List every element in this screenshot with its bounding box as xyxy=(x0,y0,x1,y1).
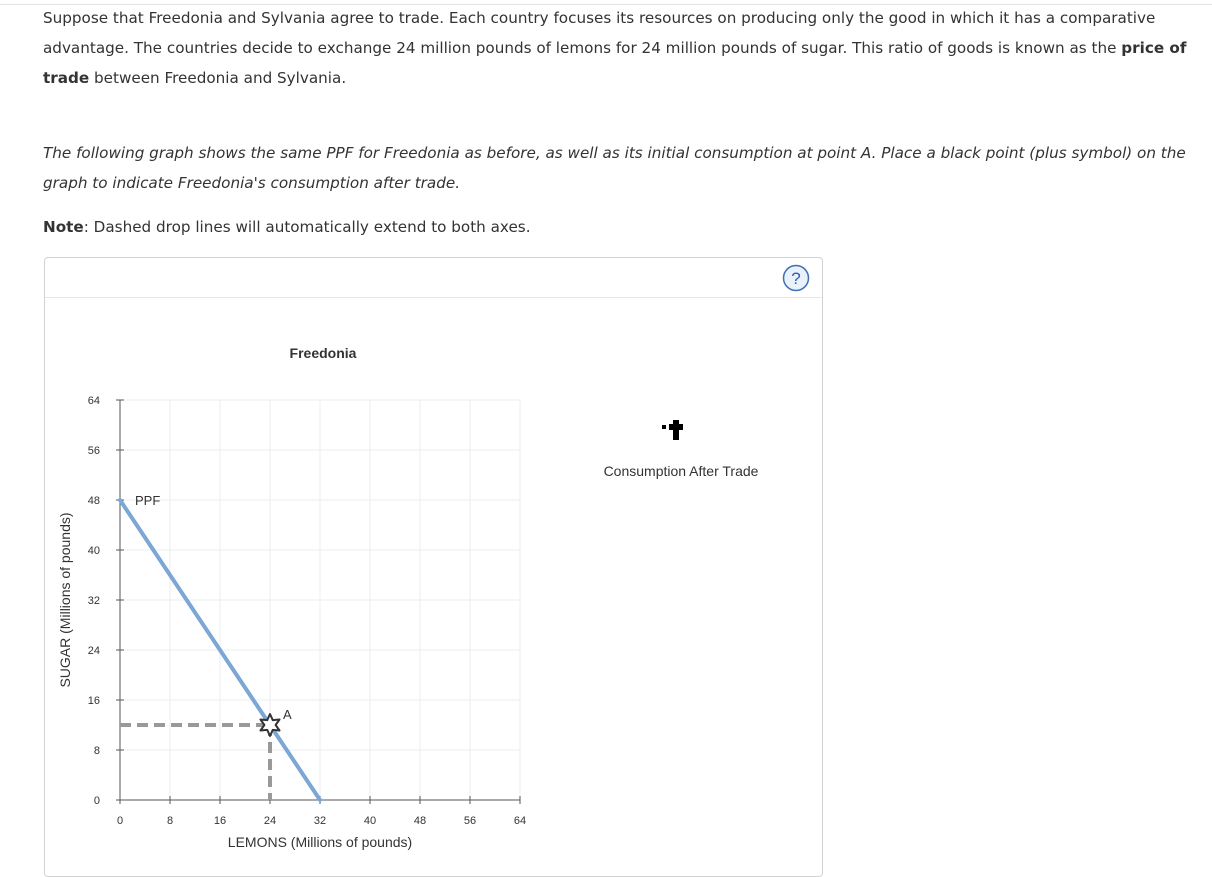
y-tick-label: 0 xyxy=(93,795,100,807)
consumption-after-trade-label: Consumption After Trade xyxy=(603,463,759,479)
freedonia-chart[interactable] xyxy=(45,258,585,858)
x-axis-label: LEMONS (Millions of pounds) xyxy=(227,834,413,850)
y-tick-label: 56 xyxy=(87,445,100,457)
y-tick-label: 24 xyxy=(87,645,100,657)
plus-point-icon xyxy=(661,415,691,445)
chart-points xyxy=(120,707,292,800)
note-text: : Dashed drop lines will automatically extend to both axes. xyxy=(83,218,531,236)
help-icon xyxy=(782,264,810,292)
x-tick-label: 48 xyxy=(413,815,427,827)
question-note xyxy=(43,212,1188,242)
consumption-after-trade-tool[interactable] xyxy=(661,415,691,445)
x-tick-label: 40 xyxy=(363,815,377,827)
graph-panel xyxy=(44,257,823,877)
x-tick-label: 24 xyxy=(263,815,277,827)
y-tick-label: 16 xyxy=(87,695,100,707)
x-tick-label: 56 xyxy=(463,815,477,827)
help-button[interactable] xyxy=(782,264,810,292)
intro-text-end: between Freedonia and Sylvania. xyxy=(89,69,347,87)
y-tick-label: 40 xyxy=(87,545,100,557)
chart-title: Freedonia xyxy=(289,345,357,361)
chart-grid xyxy=(120,400,520,800)
x-tick-label: 16 xyxy=(213,815,227,827)
y-tick-label: 32 xyxy=(87,595,100,607)
x-tick-label: 0 xyxy=(116,815,124,827)
x-tick-label: 32 xyxy=(313,815,327,827)
y-tick-label: 8 xyxy=(93,745,100,757)
y-tick-label: 64 xyxy=(87,395,100,407)
x-tick-label: 64 xyxy=(513,815,527,827)
intro-text-start: Suppose that Freedonia and Sylvania agree to trade. Each country focuses its resources on producing only the good in which it has a comparative advantage. The countries decide to exchange 24 million pounds of lemons for 24 million pounds of sugar. This ratio of goods is known as the xyxy=(43,9,1156,57)
question-instruction: The following graph shows the same PPF for Freedonia as before, as well as its initial consumption at point A. Place a black point (plus symbol) on the graph to indicate Freedonia's consumption after trade. xyxy=(43,144,1186,192)
question-intro xyxy=(43,3,1188,93)
note-label: Note xyxy=(43,218,84,236)
intro-bold-term: price of trade xyxy=(43,39,1187,87)
help-symbol: ? xyxy=(791,269,801,288)
ppf-label: PPF xyxy=(135,493,161,508)
chart-axes xyxy=(88,395,526,827)
x-tick-label: 8 xyxy=(166,815,174,827)
y-tick-label: 48 xyxy=(87,495,100,507)
y-axis-label: SUGAR (Millions of pounds) xyxy=(57,512,73,688)
point-a-label: A xyxy=(283,707,292,722)
